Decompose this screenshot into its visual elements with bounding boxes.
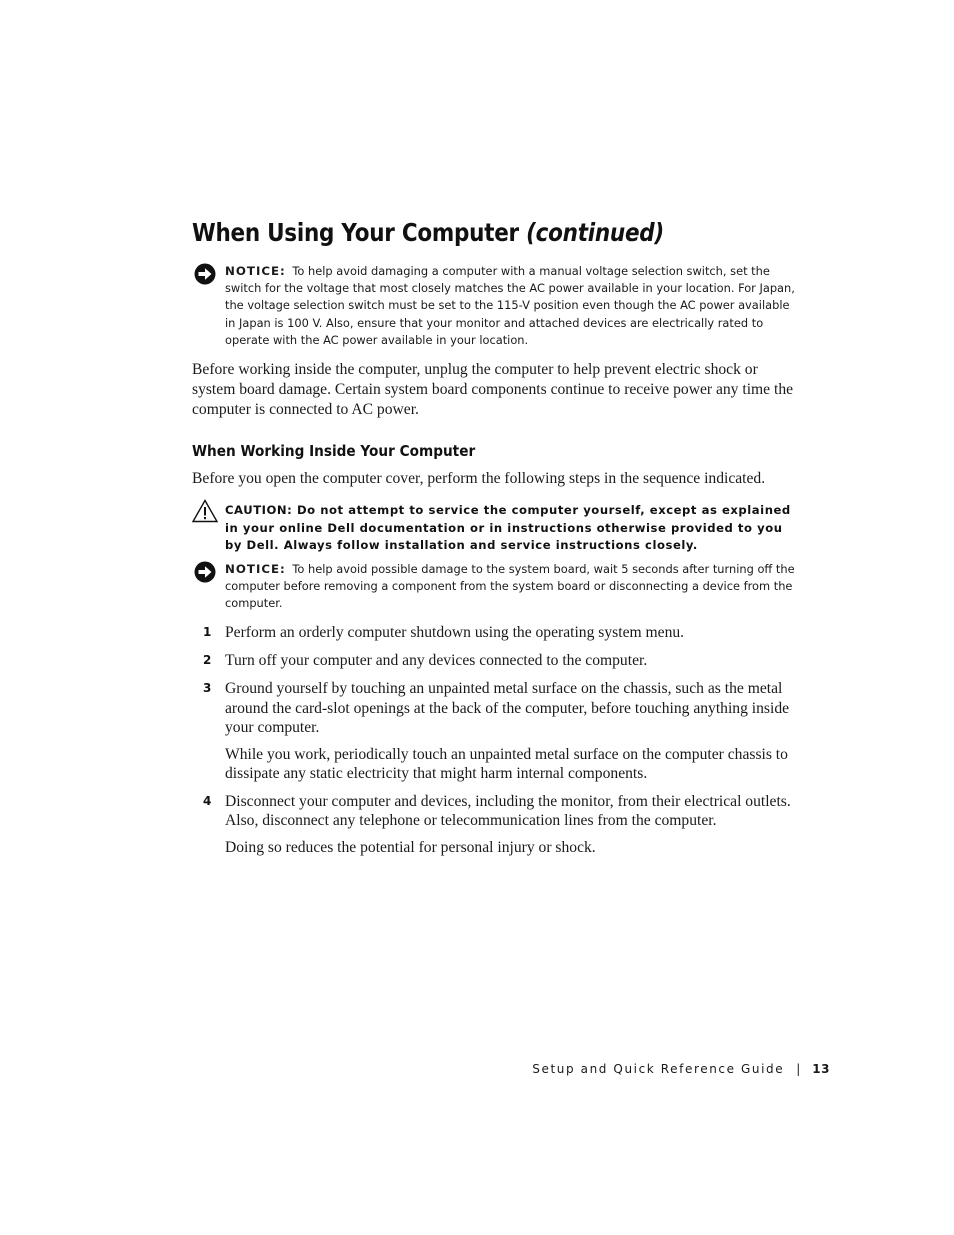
section-intro: Before you open the computer cover, perform the following steps in the sequence indicated. (192, 470, 766, 487)
step-number: 4 (203, 794, 212, 808)
step-text: Ground yourself by touching an unpainted metal surface on the chassis, such as the metal around the card-slot openings at the back of the computer, before touching anything inside your computer. (225, 680, 790, 736)
footer-guide-title: Setup and Quick Reference Guide (532, 1062, 785, 1076)
notice-text (225, 561, 802, 613)
step-note: Doing so reduces the potential for personal injury or shock. (225, 839, 596, 856)
step-text: Disconnect your computer and devices, including the monitor, from their electrical outlets. Also, disconnect any telephone or telecommunication lines from the computer. (225, 793, 791, 829)
page-title (192, 218, 664, 247)
caution-text: CAUTION: Do not attempt to service the computer yourself, except as explained in your online Dell documentation or in instructions otherwise provided to you by Dell. Always follow installation and service instructions closely. (225, 503, 791, 553)
notice-block-voltage (192, 263, 802, 349)
page-title-main: When Using Your Computer (192, 218, 527, 247)
footer-separator: | (796, 1062, 801, 1076)
step-number: 2 (203, 653, 212, 667)
step-text: Perform an orderly computer shutdown using the operating system menu. (225, 624, 685, 641)
notice-arrow-icon (194, 263, 216, 285)
notice-body: To help avoid damaging a computer with a manual voltage selection switch, set the switch for the voltage that most closely matches the AC power available in your location. For Japan, the voltage selection switch must be set to the 115-V position even though the AC power available in Japan is 100 V. Also, ensure that your monitor and attached devices are electrically rated to operate with the AC power available in your location. (225, 264, 795, 347)
page-title-continued: (continued) (526, 218, 664, 247)
section-heading: When Working Inside Your Computer (192, 442, 476, 460)
step-text: Turn off your computer and any devices connected to the computer. (225, 652, 648, 669)
notice-text (225, 263, 802, 349)
page-number: 13 (812, 1062, 830, 1076)
caution-triangle-icon (192, 499, 218, 523)
notice-body: To help avoid possible damage to the system board, wait 5 seconds after turning off the computer before removing a component from the system board or disconnecting a device from the computer. (225, 562, 795, 611)
page-footer (532, 1062, 830, 1076)
step-number: 3 (203, 681, 212, 695)
notice-label: NOTICE: (225, 562, 286, 576)
step-number: 1 (203, 625, 212, 639)
notice-block-system-board (192, 561, 802, 613)
caution-block (192, 502, 802, 555)
intro-paragraph: Before working inside the computer, unplug the computer to help prevent electric shock or system board damage. Certain system board components continue to receive power any time the computer is connected to AC power. (192, 361, 794, 418)
notice-label: NOTICE: (225, 264, 286, 278)
notice-arrow-icon (194, 561, 216, 583)
step-note: While you work, periodically touch an unpainted metal surface on the computer chassis to dissipate any static electricity that might harm internal components. (225, 746, 788, 782)
